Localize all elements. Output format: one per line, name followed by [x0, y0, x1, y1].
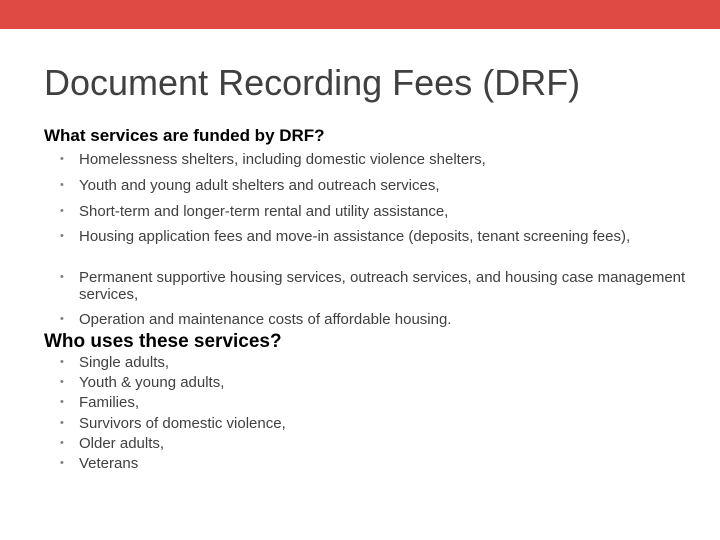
list-item-text: Short-term and longer-term rental and utility assistance,: [79, 203, 449, 220]
list-item: [60, 415, 700, 432]
list-item: [60, 177, 700, 194]
list-item: [60, 228, 700, 245]
bullet-dot-icon: •: [60, 230, 64, 242]
list-item: [60, 269, 700, 303]
list-item-text: Operation and maintenance costs of affordable housing.: [79, 311, 452, 328]
bullet-dot-icon: •: [60, 457, 64, 469]
top-accent-bar: [0, 0, 720, 29]
list-item: [60, 203, 700, 220]
list-item: [60, 455, 700, 472]
list-item: [60, 151, 700, 168]
bullet-dot-icon: •: [60, 271, 64, 283]
bullet-dot-icon: •: [60, 179, 64, 191]
list-item: [60, 394, 700, 411]
bullet-dot-icon: •: [60, 376, 64, 388]
list-item-text: Single adults,: [79, 354, 170, 371]
list-item: [60, 374, 700, 391]
list-item: [60, 311, 700, 328]
bullet-dot-icon: •: [60, 396, 64, 408]
list-item-text: Permanent supportive housing services, outreach services, and housing case management services,: [79, 269, 686, 303]
list-item-text: Youth & young adults,: [79, 374, 225, 391]
slide-title: Document Recording Fees (DRF): [44, 62, 581, 103]
list-item-text: Housing application fees and move-in assistance (deposits, tenant screening fees),: [79, 228, 631, 245]
bullet-dot-icon: •: [60, 356, 64, 368]
list-item: [60, 435, 700, 452]
list-item-text: Homelessness shelters, including domestic violence shelters,: [79, 151, 486, 168]
list-item-text: Youth and young adult shelters and outreach services,: [79, 177, 440, 194]
users-list: [60, 354, 700, 478]
list-item: [60, 354, 700, 371]
services-heading: What services are funded by DRF?: [44, 126, 325, 145]
bullet-dot-icon: •: [60, 153, 64, 165]
bullet-dot-icon: •: [60, 417, 64, 429]
bullet-dot-icon: •: [60, 313, 64, 325]
list-item-text: Older adults,: [79, 435, 165, 452]
bullet-dot-icon: •: [60, 437, 64, 449]
bullet-dot-icon: •: [60, 205, 64, 217]
list-item-text: Families,: [79, 394, 140, 411]
list-item-text: Survivors of domestic violence,: [79, 415, 286, 432]
services-list: [60, 151, 700, 331]
users-heading: Who uses these services?: [44, 331, 282, 352]
list-item-text: Veterans: [79, 455, 139, 472]
